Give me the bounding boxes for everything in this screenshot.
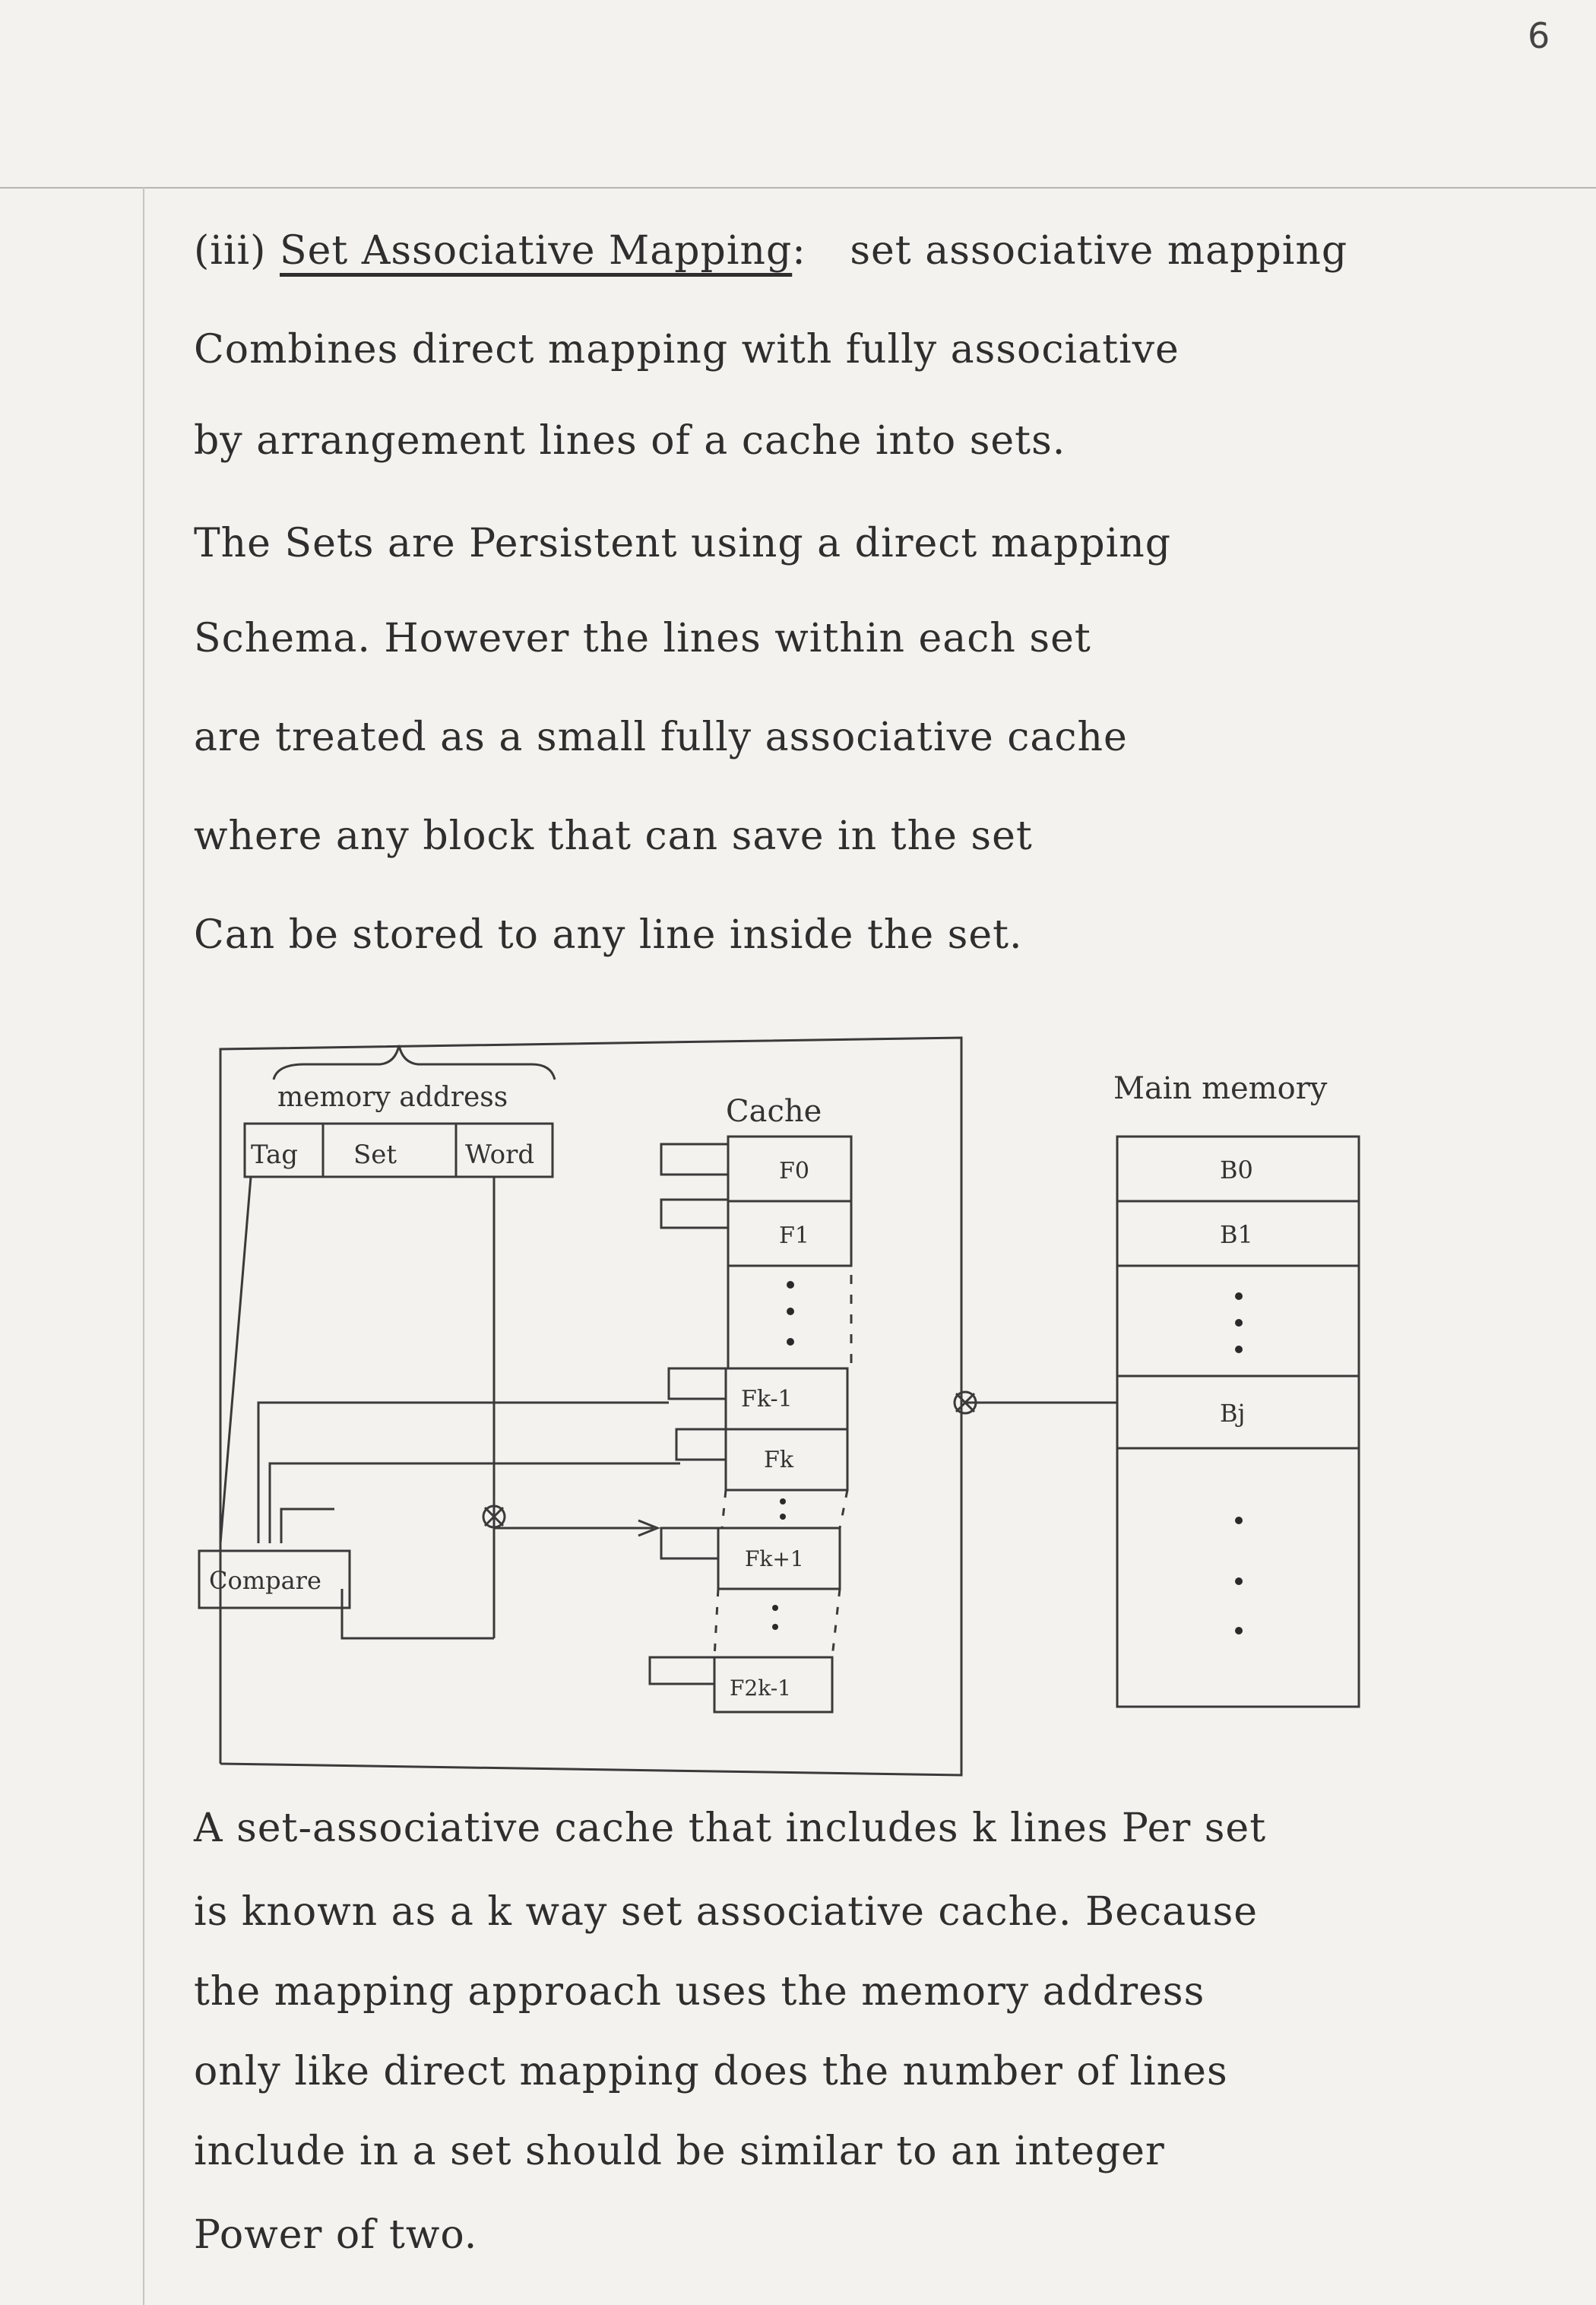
ellipsis-dot xyxy=(1235,1292,1243,1300)
section-heading: Set Associative Mapping xyxy=(280,228,793,274)
word-field-label: Word xyxy=(465,1140,535,1170)
ellipsis-dot xyxy=(1235,1319,1243,1327)
memory-block-label: Bj xyxy=(1220,1399,1246,1428)
cache-left-edge-lower xyxy=(714,1589,718,1657)
page-number: 6 xyxy=(1528,15,1550,56)
memory-address-label: memory address xyxy=(277,1082,508,1113)
intro-line: Can be stored to any line inside the set. xyxy=(194,912,1023,958)
intro-line: set associative mapping xyxy=(850,228,1348,274)
intro-line: by arrangement lines of a cache into sets. xyxy=(194,418,1066,464)
tag-bracket xyxy=(661,1528,718,1558)
cache-right-edge-lower xyxy=(832,1589,840,1657)
tag-line xyxy=(220,1177,251,1543)
tag-field-label: Tag xyxy=(251,1140,299,1170)
intro-line: Schema. However the lines within each set xyxy=(194,616,1091,661)
word-to-compare-line xyxy=(342,1589,494,1638)
cache-line-label: F1 xyxy=(779,1222,809,1249)
ellipsis-dot xyxy=(1235,1577,1243,1585)
ellipsis-dot xyxy=(787,1281,794,1289)
set-line xyxy=(281,1509,334,1543)
ellipsis-dot xyxy=(772,1624,778,1630)
closing-line: include in a set should be similar to an integer xyxy=(194,2129,1165,2174)
closing-line: A set-associative cache that includes k lines Per set xyxy=(194,1806,1267,1851)
compare-label: Compare xyxy=(209,1566,321,1595)
ellipsis-dot xyxy=(787,1338,794,1346)
closing-line: only like direct mapping does the number of lines xyxy=(194,2049,1228,2094)
cache-line-label: F2k-1 xyxy=(730,1676,791,1701)
ellipsis-dot xyxy=(1235,1627,1243,1634)
set-field-label: Set xyxy=(353,1140,397,1170)
tag-bracket xyxy=(669,1368,726,1399)
cache-line-label: Fk xyxy=(764,1447,793,1473)
memory-block-label: B1 xyxy=(1220,1220,1253,1249)
intro-line: The Sets are Persistent using a direct mapping xyxy=(194,521,1172,566)
cache-label: Cache xyxy=(726,1094,822,1129)
main-memory-label: Main memory xyxy=(1113,1071,1328,1106)
cache-line-label: Fk+1 xyxy=(745,1546,804,1571)
intro-line: are treated as a small fully associative cache xyxy=(194,715,1128,760)
closing-line: the mapping approach uses the memory address xyxy=(194,1969,1205,2015)
memory-block-label: B0 xyxy=(1220,1156,1253,1184)
ellipsis-dot xyxy=(772,1605,778,1611)
tag-bracket xyxy=(661,1144,728,1175)
intro-line: where any block that can save in the set xyxy=(194,813,1033,859)
ellipsis-dot xyxy=(780,1498,786,1504)
cache-left-edge-lower xyxy=(722,1490,726,1528)
cache-line-label: F0 xyxy=(779,1158,809,1184)
ellipsis-dot xyxy=(1235,1346,1243,1353)
section-numeral: (iii) xyxy=(194,228,267,274)
heading-colon: : xyxy=(792,228,806,274)
closing-line: is known as a k way set associative cache. Because xyxy=(194,1889,1259,1935)
set-line xyxy=(270,1463,680,1543)
address-brace xyxy=(274,1045,555,1080)
ellipsis-dot xyxy=(787,1308,794,1315)
set-line xyxy=(258,1403,669,1543)
tag-bracket xyxy=(676,1429,726,1460)
cache-right-edge-lower xyxy=(840,1490,847,1528)
ellipsis-dot xyxy=(780,1514,786,1520)
closing-line: Power of two. xyxy=(194,2212,478,2258)
tag-bracket xyxy=(661,1200,728,1228)
cache-line-label: Fk-1 xyxy=(741,1386,793,1412)
intro-line: Combines direct mapping with fully associative xyxy=(194,327,1180,373)
tag-bracket xyxy=(650,1657,714,1684)
ellipsis-dot xyxy=(1235,1517,1243,1524)
